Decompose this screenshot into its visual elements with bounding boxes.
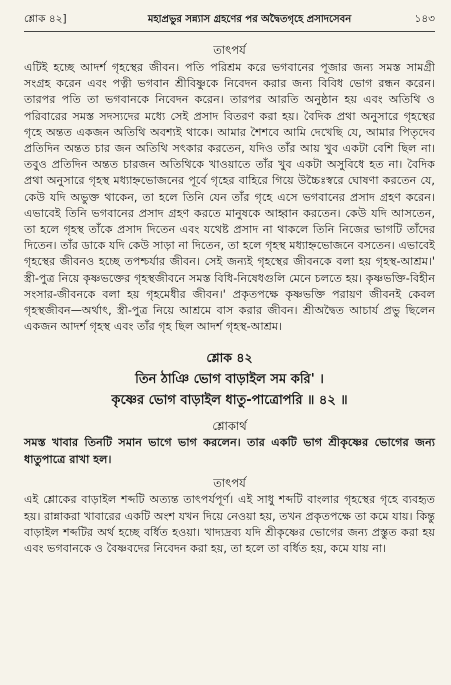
chapter-running-title: মহাপ্রভুর সন্ন্যাস গ্রহণের পর অদ্বৈতগৃহে প্রসাদসেবন [147,14,352,25]
purport-paragraph: এটিই হচ্ছে আদর্শ গৃহস্থের জীবন। পতি পরিশ্রম করে ভগবানের পূজার জন্য সমস্ত সামগ্রী সংগ্রহ করেন এবং পত্নী ভগবান শ্রীবিষ্ণুকে নিবেদন করার জন্য বিবিধ ভোগ রন্ধন করেন। তারপর পতি তা ভগবানকে নিবেদন করেন। তারপর আরতি অনুষ্ঠান হয় এবং অতিথি ও পরিবারের সমস্ত সদস্যদের মধ্যে সেই প্রসাদ বিতরণ করা হয়। বৈদিক প্রথা অনুসারে গৃহস্থের গৃহে অন্তত একজন অতিথি অবশ্যই থাকে। আমার শৈশবে আমি দেখেছি যে, আমার পিতৃদেব প্রতিদিন অন্তত চার জন অতিথি সৎকার করতেন, যদিও তাঁর আয় খুব একটা বেশি ছিল না। তবুও প্রতিদিন অন্তত চারজন অতিথিকে খাওয়াতে তাঁর খুব একটা অসুবিধে হত না। বৈদিক প্রথা অনুসারে গৃহস্থ মধ্যাহ্নভোজনের পূর্বে গৃহের বাহিরে গিয়ে উচ্চৈঃস্বরে ঘোষণা করতেন যে, কেউ যদি অভুক্ত থাকেন, তা হলে তিনি যেন তাঁর গৃহে এসে ভগবানের প্রসাদ গ্রহণ করেন। এভাবেই তিনি ভগবানের প্রসাদ গ্রহণ করতে মানুষকে আহ্বান করতেন। কেউ যদি আসতেন, তা হলে গৃহস্থ তাঁকে প্রসাদ দিতেন এবং যথেষ্ট প্রসাদ না থাকলে তিনি নিজের ভাগটি তাঁদের দিতেন। তাঁর ডাকে যদি কেউ সাড়া না দিতেন, তা হলে গৃহস্থ মধ্যাহ্নভোজনে বসতেন। এভাবেই গৃহস্থের জীবনও হচ্ছে তপশ্চর্যার জীবন। সেই জন্যই গৃহস্থের জীবনকে বলা হয় গৃহস্থ-আশ্রম।' স্ত্রী-পুত্র নিয়ে কৃষ্ণভক্তের গৃহস্থজীবনে সমস্ত বিধি-নিষেধগুলি মেনে চলতে হয়। কৃষ্ণভক্তি-বিহীন সংসার-জীবনকে বলা হয় গৃহমেধীর জীবন।' প্রকৃতপক্ষে কৃষ্ণভক্তি পরায়ণ জীবনই কেবল গৃহস্থজীবন—অর্থাৎ, স্ত্রী-পুত্র নিয়ে আশ্রমে বাস করার জীবন। শ্রীঅদ্বৈত আচার্য প্রভু ছিলেন একজন আদর্শ গৃহস্থ এবং তাঁর গৃহ ছিল আদর্শ গৃহস্থ-আশ্রম। [24,61,435,334]
page-number: ১৪৩ [414,13,435,25]
purport-heading-2: তাৎপর্য [213,476,246,491]
verse-line-1: তিন ঠাঞি ভোগ বাড়াইল সম করি' । [135,372,324,388]
running-header [24,12,435,32]
verse-reference: শ্লোক ৪২] [24,13,67,25]
purport-paragraph-2: এই শ্লোকের বাড়াইল শব্দটি অত্যন্ত তাৎপর্যপূর্ণ। এই সাধু শব্দটি বাংলার গৃহস্থের গৃহে ব্যবহৃত হয়। রান্নাকরা খাবারের একটি অংশ যখন দিয়ে নেওয়া হয়, তখন প্রকৃতপক্ষে তা কমে যায়। কিন্তু বাড়াইল শব্দটির অর্থ হচ্ছে বর্ধিত হওয়া। খাদ্যদ্রব্য যদি শ্রীকৃষ্ণের ভোগের জন্য প্রস্তুত করা হয় এবং ভগবানকে ও বৈষ্ণবদের নিবেদন করা হয়, তা হলে তা বর্ধিত হয়, কমে যায় না। [24,493,435,556]
verse-number: শ্লোক ৪২ [206,350,253,366]
translation-text: সমস্ত খাবার তিনটি সমান ভাগে ভাগ করলেন। তার একটি ভাগ শ্রীকৃষ্ণের ভোগের জন্য ধাতুপাত্রে রাখা হল। [24,436,435,466]
purport-heading: তাৎপর্য [213,43,246,57]
verse-line-2: কৃষ্ণের ভোগ বাড়াইল ধাতু-পাত্রোপরি ॥ ৪২ ॥ [111,393,348,409]
translation-heading: শ্লোকার্থ [212,419,247,434]
